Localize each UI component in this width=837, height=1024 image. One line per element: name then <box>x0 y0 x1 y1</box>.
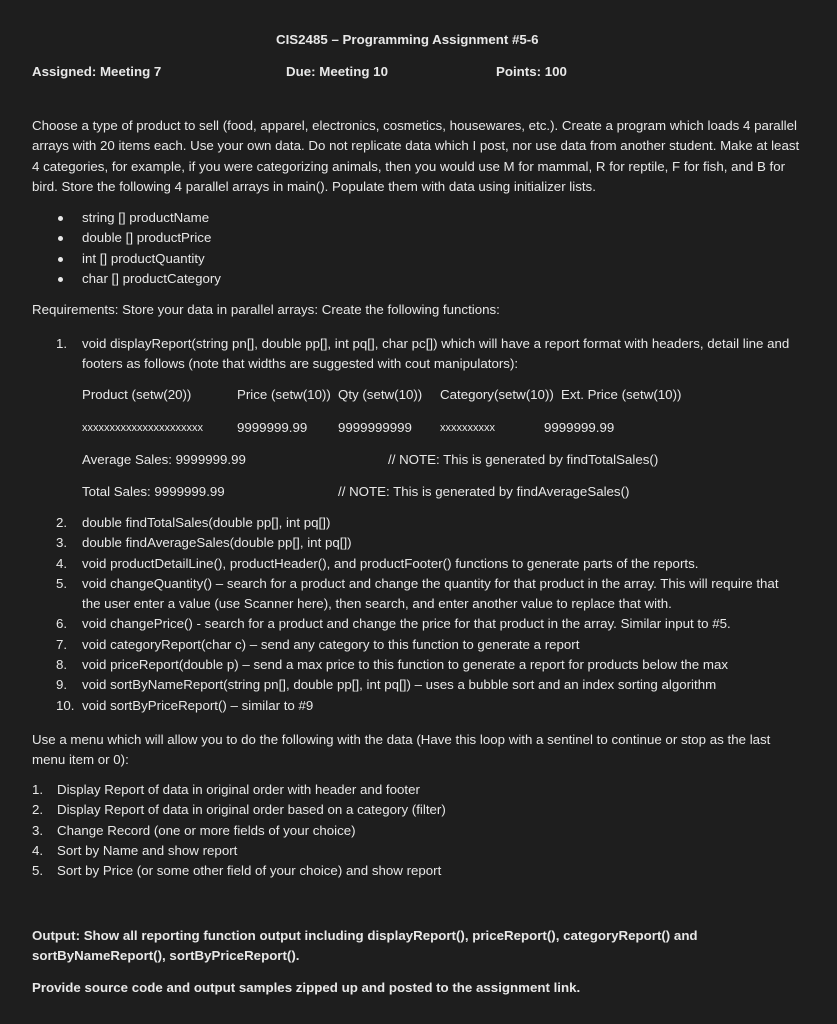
total-sales-label: Total Sales: 9999999.99 <box>82 484 225 499</box>
column-header: Category(setw(10)) <box>440 387 554 402</box>
menu-list <box>32 780 446 881</box>
bullet-icon <box>58 277 63 282</box>
column-header: Qty (setw(10)) <box>338 387 423 402</box>
list-item: 4. void productDetailLine(), productHeader(), and productFooter() functions to generate parts of the reports. <box>56 555 699 571</box>
points-label: Points: 100 <box>496 64 567 79</box>
list-item: 10. void sortByPriceReport() – similar to #9 <box>56 697 314 713</box>
bullet-icon <box>58 216 63 221</box>
list-item: 7. void categoryReport(char c) – send any category to this function to generate a report <box>56 636 580 652</box>
assigned-label: Assigned: Meeting 7 <box>32 64 162 79</box>
list-item: 2. double findTotalSales(double pp[], int pq[]) <box>56 515 331 530</box>
list-item: 1. void displayReport(string pn[], double pp[], int pq[], char pc[]) which will have a report format with headers, detail line and footers as follows (note that widths are suggested with cout manipulators): <box>56 336 790 372</box>
table-cell: 9999999.99 <box>544 420 615 435</box>
list-item: 6. void changePrice() - search for a product and change the price for that product in the array. Similar input to #5. <box>56 616 731 632</box>
table-cell: xxxxxxxxxx <box>440 422 495 434</box>
document-title: CIS2485 – Programming Assignment #5-6 <box>276 32 539 47</box>
list-item: 3. Change Record (one or more fields of your choice) <box>32 822 356 838</box>
list-item: 8. void priceReport(double p) – send a max price to this function to generate a report for products below the max <box>56 657 728 673</box>
output-note: Output: Show all reporting function output including displayReport(), priceReport(), categoryReport() and sortByNameReport(), sortByPriceReport(). <box>32 928 698 964</box>
function-list-first <box>56 334 796 375</box>
column-header: Product (setw(20)) <box>82 387 192 402</box>
requirements-heading: Requirements: Store your data in parallel arrays: Create the following functions: <box>32 302 500 317</box>
bullet-icon <box>58 257 63 262</box>
table-cell: 9999999999 <box>338 420 412 435</box>
total-sales-note: // NOTE: This is generated by findAverageSales() <box>338 484 630 499</box>
list-item: 2. Display Report of data in original order based on a category (filter) <box>32 802 446 818</box>
list-item: 9. void sortByNameReport(string pn[], double pp[], int pq[]) – uses a bubble sort and an index sorting algorithm <box>56 677 717 693</box>
list-item: 5. Sort by Price (or some other field of your choice) and show report <box>32 863 442 879</box>
list-item: 5. void changeQuantity() – search for a product and change the quantity for that product in the array. This will require that the user enter a value (use Scanner here), then search, and enter another value to replace that with. <box>56 575 779 612</box>
column-header: Price (setw(10)) <box>237 387 331 402</box>
list-item: 4. Sort by Name and show report <box>32 842 238 858</box>
intro-paragraph: Choose a type of product to sell (food, apparel, electronics, cosmetics, housewares, etc.). Create a program which loads 4 parallel arrays with 20 items each. Use your own data. Do not replicate data which I post, nor use data from another student. Make at least 4 categories, for example, if you were categorizing animals, then you would use M for mammal, R for reptile, F for fish, and B for bird. Store the following 4 parallel arrays in main(). Populate them with data using initializer lists. <box>32 118 800 194</box>
due-label: Due: Meeting 10 <box>286 64 388 79</box>
average-sales-note: // NOTE: This is generated by findTotalSales() <box>388 452 659 467</box>
menu-intro-paragraph: Use a menu which will allow you to do the following with the data (Have this loop with a sentinel to continue or stop as the last menu item or 0): <box>32 732 771 768</box>
submit-note: Provide source code and output samples zipped up and posted to the assignment link. <box>32 980 581 995</box>
average-sales-label: Average Sales: 9999999.99 <box>82 452 246 467</box>
table-cell: xxxxxxxxxxxxxxxxxxxxxx <box>82 422 203 434</box>
bullet-icon <box>58 236 63 241</box>
function-list-rest <box>56 513 791 716</box>
column-header: Ext. Price (setw(10)) <box>561 387 682 402</box>
list-item: 1. Display Report of data in original order with header and footer <box>32 782 420 797</box>
list-item: 3. double findAverageSales(double pp[], int pq[]) <box>56 535 352 551</box>
table-cell: 9999999.99 <box>237 420 308 435</box>
